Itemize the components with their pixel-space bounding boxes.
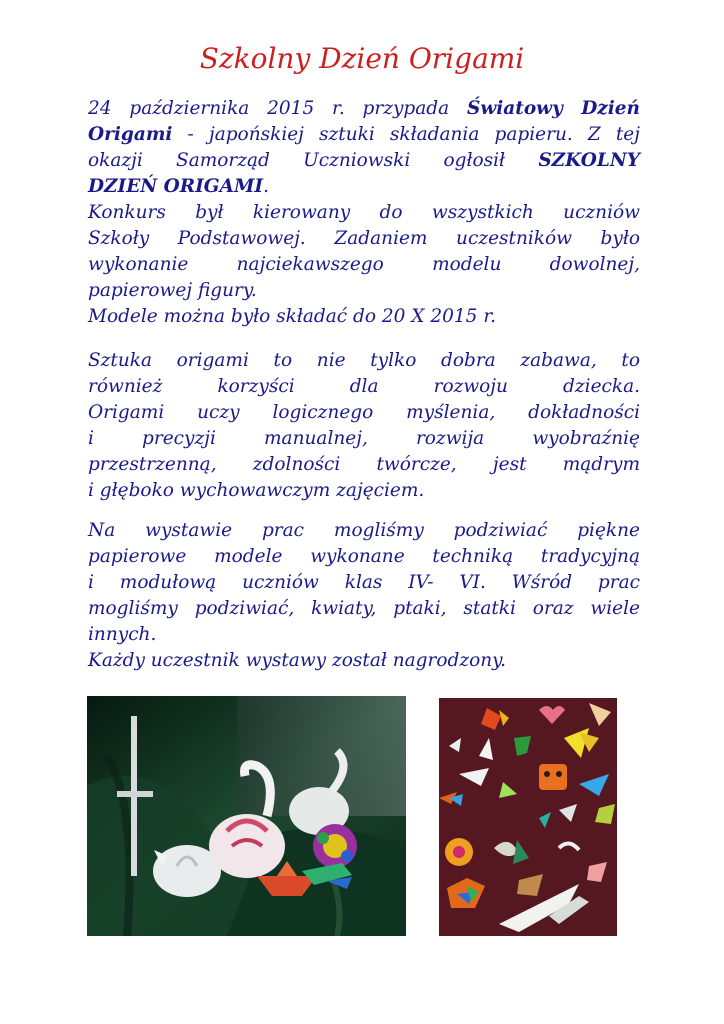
text-line: Origami uczy logicznego myślenia, dokładności	[88, 402, 640, 423]
text-line: 24 października 2015 r. przypada Światowy Dzień	[88, 98, 640, 119]
origami-swans-image	[87, 696, 406, 936]
paragraph-intro	[88, 96, 640, 330]
text-line: mogliśmy podziwiać, kwiaty, ptaki, statki oraz wiele	[88, 598, 640, 619]
photo-origami-swans	[87, 696, 406, 936]
emphasis-text: Origami	[88, 124, 173, 145]
page-title: Szkolny Dzień Origami	[199, 42, 525, 75]
text-line: DZIEŃ ORIGAMI.	[88, 176, 269, 197]
text-line: Na wystawie prac mogliśmy podziwiać piękne	[88, 520, 640, 541]
paragraph-benefits	[88, 348, 640, 504]
text-line: Konkurs był kierowany do wszystkich uczniów	[88, 202, 640, 223]
text-line: okazji Samorząd Uczniowski ogłosił SZKOLNY	[88, 150, 640, 171]
emphasis-text: SZKOLNY	[538, 150, 640, 171]
text-line: innych.	[88, 624, 157, 645]
text-line: Sztuka origami to nie tylko dobra zabawa, to	[88, 350, 640, 371]
text-line: wykonanie najciekawszego modelu dowolnej,	[88, 254, 640, 275]
origami-board-image	[439, 698, 617, 936]
text-line: i modułową uczniów klas IV- VI. Wśród prac	[88, 572, 640, 593]
text-line: przestrzenną, zdolności twórcze, jest mądrym	[88, 454, 640, 475]
photo-origami-board	[439, 698, 617, 936]
text-line: Każdy uczestnik wystawy został nagrodzony.	[88, 650, 507, 671]
text-line: Origami - japońskiej sztuki składania papieru. Z tej	[88, 124, 640, 145]
paragraph-exhibition	[88, 518, 640, 674]
text-line: i głęboko wychowawczym zajęciem.	[88, 480, 425, 501]
text-line: papierowe modele wykonane techniką tradycyjną	[88, 546, 640, 567]
text-line: Szkoły Podstawowej. Zadaniem uczestników było	[88, 228, 640, 249]
text-line: również korzyści dla rozwoju dziecka.	[88, 376, 640, 397]
text-line: i precyzji manualnej, rozwija wyobraźnię	[88, 428, 640, 449]
emphasis-text: DZIEŃ ORIGAMI	[88, 176, 264, 197]
text-line: papierowej figury.	[88, 280, 257, 301]
emphasis-text: Światowy Dzień	[466, 98, 640, 119]
text-line: Modele można było składać do 20 X 2015 r.	[88, 306, 497, 327]
